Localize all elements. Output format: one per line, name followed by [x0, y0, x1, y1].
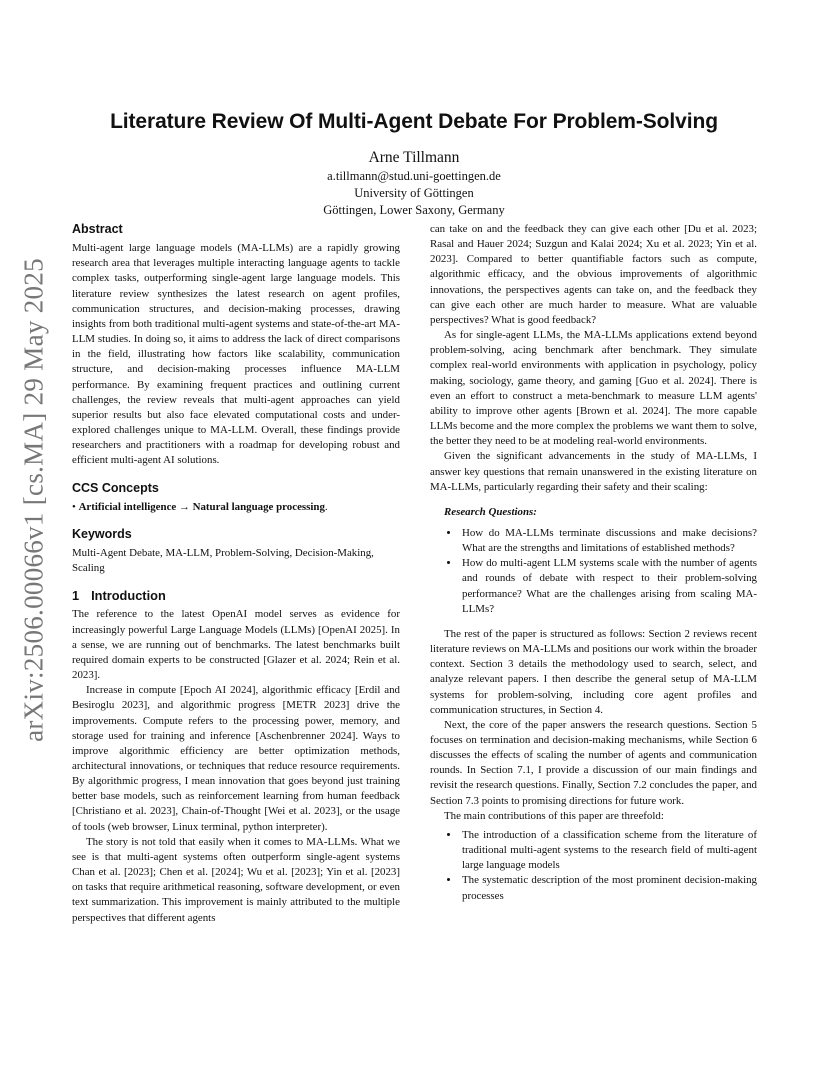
contribution-item: • The introduction of a classification scheme from the literature of traditional multi-agent systems to the research field of multi-agent large language models: [460, 828, 757, 873]
research-questions-heading: Research Questions:: [444, 505, 537, 518]
right-column: [430, 222, 757, 904]
author-email: a.tillmann@stud.uni-goettingen.de: [327, 169, 501, 183]
section-title: Introduction: [91, 588, 166, 604]
section-number: 1: [72, 588, 80, 604]
abstract-text: Multi-agent large language models (MA-LLMs) are a rapidly growing research area that leverages multiple interacting language agents to tackle complex tasks, outperforming single-agent large language models. This literature review synthesizes the latest research on agent profiles, communication structures, and decision-making processes, drawing insights from both traditional multi-agent systems and state-of-the-art MA-LLM studies. In doing so, it aims to address the lack of direct comparisons in the field, illustrating how factors like scalability, communication structure, and decision-making processes influence MA-LLM performance. By examining frequent practices and outlining current challenges, the review reveals that multi-agent approaches can yield superior results but also face elevated computational costs and under-explored challenges unique to MA-LLM. Overall, these findings provide researchers and practitioners with a roadmap for developing robust and efficient multi-agent AI solutions.: [72, 242, 400, 467]
research-question: • How do MA-LLMs terminate discussions and make decisions? What are the strengths and limitations of established methods?: [460, 526, 757, 556]
arxiv-identifier: arXiv:2506.00066v1 [cs.MA] 29 May 2025: [18, 258, 49, 742]
ccs-bullet: •: [72, 500, 76, 513]
author-location: Göttingen, Lower Saxony, Germany: [323, 203, 505, 217]
paper-title: Literature Review Of Multi-Agent Debate For Problem-Solving: [110, 110, 718, 133]
keywords-heading: Keywords: [72, 526, 132, 541]
right-paragraph-5: Next, the core of the paper answers the research questions. Section 5 focuses on termination and decision-making mechanisms, while Section 6 discusses the effects of scaling the number of agents and communication rounds. In Section 7.1, I provide a discussion of our main findings and revisit the research questions. Finally, Section 7.2 concludes the paper, and Section 7.3 points to promising directions for future work.: [430, 718, 757, 807]
left-column: [72, 222, 400, 926]
keywords-text: Multi-Agent Debate, MA-LLM, Problem-Solving, Decision-Making, Scaling: [72, 546, 374, 575]
author-affiliation: University of Göttingen: [354, 186, 474, 200]
author-name: Arne Tillmann: [368, 149, 460, 166]
right-paragraph-6: The main contributions of this paper are threefold:: [444, 809, 664, 822]
right-paragraph-2: As for single-agent LLMs, the MA-LLMs applications extend beyond problem-solving, acing benchmark after benchmark. They simulate complex real-world environments with application in psychology, policy making, sociology, game theory, and gaming [Guo et al. 2024]. There is even an effort to construct a meta-benchmark to measure LLM agents' ability to improve other agents [Brown et al. 2024]. The more capable LLMs become and the more complex the problems we want them to solve, the better they need to be at modeling real-world environments.: [430, 329, 757, 448]
ccs-concept: Artificial intelligence: [78, 500, 177, 513]
ccs-concepts: [72, 500, 400, 515]
research-question: • How do multi-agent LLM systems scale with the number of agents and rounds of debate with respect to their problem-solving performance? What are the challenges arising from scaling MA-LLMs?: [460, 556, 757, 617]
intro-paragraph-3: The story is not told that easily when it comes to MA-LLMs. What we see is that multi-agent systems often outperform single-agent systems Chan et al. [2023]; Chen et al. [2024]; Wu et al. [2023]; Yin et al. [2023] on tasks that require arithmetical reasoning, software development, or even text summarization. This improvement is mainly attributed to the multiple perspectives that different agents: [72, 835, 400, 924]
contribution-item: • The systematic description of the most prominent decision-making processes: [460, 873, 757, 903]
introduction-heading: [72, 588, 400, 603]
author-block: [70, 148, 758, 219]
right-paragraph-1: can take on and the feedback they can give each other [Du et al. 2023; Rasal and Hauer 2024; Suzgun and Kalai 2024; Xu et al. 2023; Yin et al. 2023]. Compared to better quantifiable factors such as compute, algorithmic efficacy, and the obvious improvements of algorithmic innovations, the perspectives agents can take on, and the feedback they can give each other are much harder to measure. What are valuable perspectives? What is good feedback?: [430, 223, 757, 326]
arxiv-sidebar: [10, 258, 58, 742]
right-paragraph-3: Given the significant advancements in the study of MA-LLMs, I answer key questions that remain unanswered in the existing literature on MA-LLMs, particularly regarding their safety and their scaling:: [430, 450, 757, 493]
right-paragraph-4: The rest of the paper is structured as follows: Section 2 reviews recent literature reviews on MA-LLMs and positions our work within the broader context. Section 3 details the methodology used to search, select, and analyze relevant papers. I then describe the general setup of MA-LLM systems for problem-solving, including core agent profiles and communication structures, in Section 4.: [430, 627, 757, 716]
intro-paragraph-1: The reference to the latest OpenAI model serves as evidence for increasingly powerful Large Language Models (LLMs) [OpenAI 2025]. In a sense, we are running out of benchmarks. The latest benchmarks built required domain experts to be constructed [Glazer et al. 2024; Rein et al. 2023].: [72, 608, 400, 682]
research-questions-list: [430, 526, 757, 617]
ccs-arrow: →: [178, 500, 190, 513]
contributions-list: [430, 828, 757, 904]
abstract-heading: Abstract: [72, 222, 123, 236]
ccs-subconcept: Natural language processing: [192, 500, 325, 513]
ccs-heading: CCS Concepts: [72, 480, 159, 495]
ccs-period: .: [324, 500, 328, 513]
intro-paragraph-2: Increase in compute [Epoch AI 2024], algorithmic efficacy [Erdil and Besiroglu 2023], and algorithmic progress [METR 2023] drive the improvements. Compute refers to the processing power, memory, and storage used for training and inference [Aschenbrenner 2024]. Ways to improve algorithmic efficiency are better optimization methods, architectural innovations, or techniques that reduce resource requirements. By algorithmic progress, I mean innovation that goes beyond just training better base models, such as reinforcement learning from human feedback [Christiano et al. 2023], Chain-of-Thought [Wei et al. 2023], or the usage of tools (web browser, Linux terminal, python interpreter).: [72, 684, 400, 833]
